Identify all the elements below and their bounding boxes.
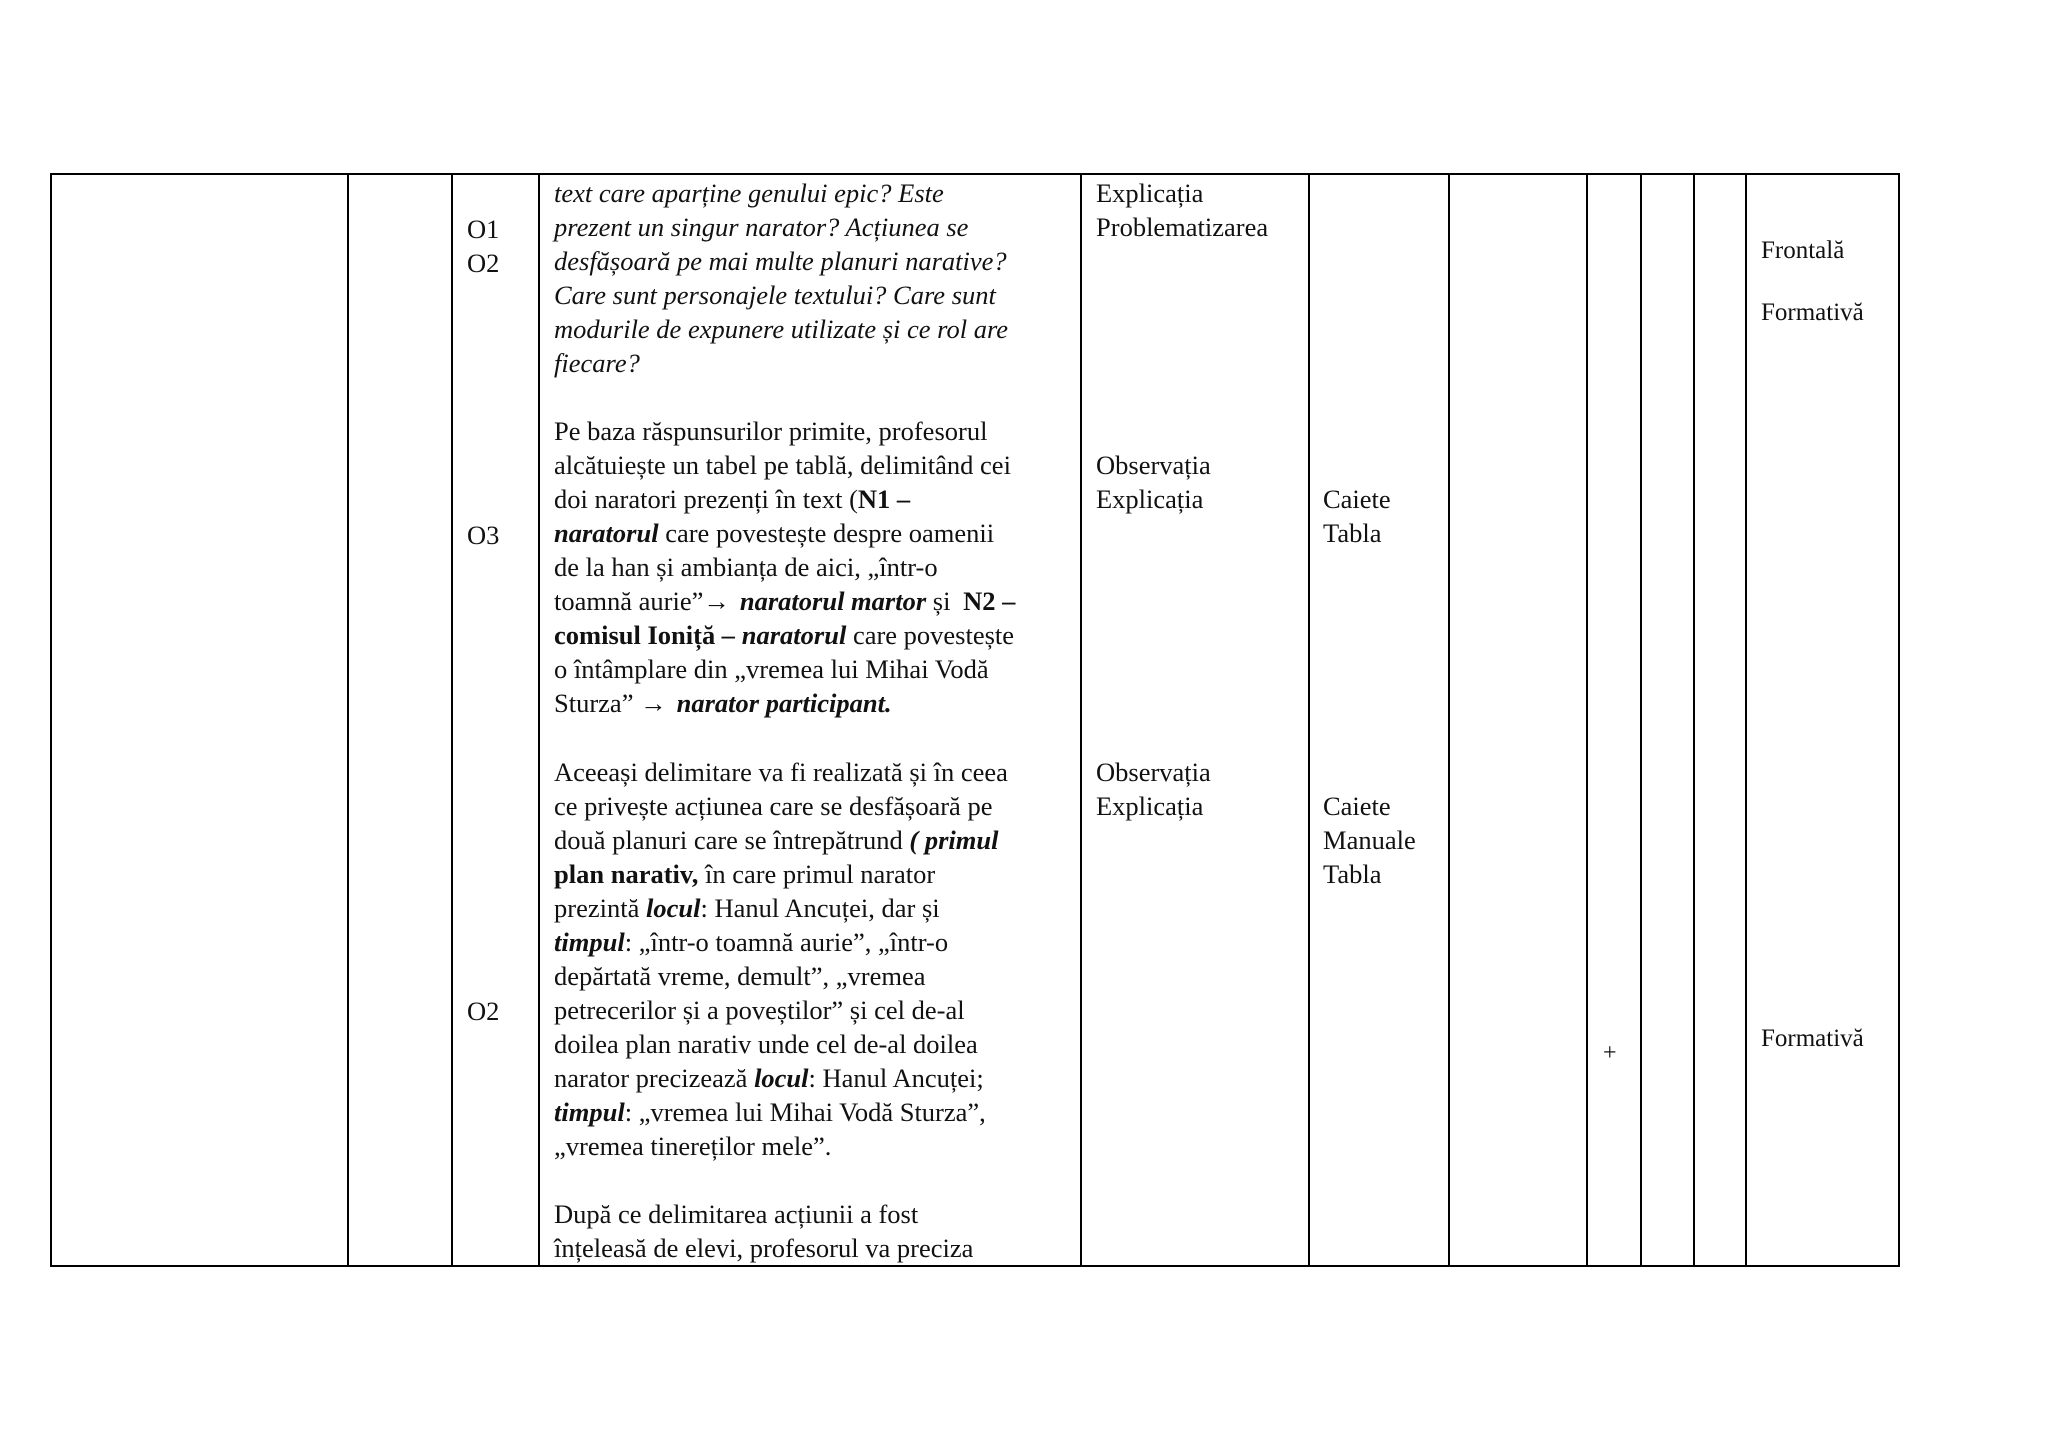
question-line: desfășoară pe mai multe planuri narative? (554, 246, 1007, 276)
evaluation-item: Formativă (1761, 1025, 1864, 1052)
content-line: timpul: „vremea lui Mihai Vodă Sturza”, (554, 1097, 986, 1127)
column-divider (1080, 173, 1082, 1267)
content-line: Sturza” → narator participant. (554, 688, 892, 718)
arrow-icon: → (703, 586, 730, 616)
method-item: Explicația (1096, 178, 1204, 208)
column-divider (1693, 173, 1695, 1267)
question-line: fiecare? (554, 348, 640, 378)
objective-code: O1 (467, 214, 500, 244)
content-line: Aceeași delimitare va fi realizată și în ceea (554, 757, 1008, 787)
resource-item: Tabla (1323, 859, 1382, 889)
content-line: „vremea tinereților mele”. (554, 1131, 832, 1161)
content-line: înțeleasă de elevi, profesorul va preciza (554, 1233, 974, 1263)
evaluation-item: Formativă (1761, 299, 1864, 326)
method-item: Observația (1096, 757, 1211, 787)
content-line: comisul Ioniță – naratorul care povestește (554, 620, 1015, 650)
content-line: Pe baza răspunsurilor primite, profesorul (554, 416, 988, 446)
content-line: petrecerilor și a poveștilor” și cel de-al (554, 995, 965, 1025)
content-line: de la han și ambianța de aici, „într-o (554, 552, 938, 582)
arrow-icon: → (640, 688, 667, 718)
content-line: narator precizează locul: Hanul Ancuței; (554, 1063, 984, 1093)
plus-mark: + (1603, 1040, 1617, 1066)
content-line: două planuri care se întrepătrund ( primul (554, 825, 999, 855)
method-item: Observația (1096, 450, 1211, 480)
content-line: plan narativ, în care primul narator (554, 859, 936, 889)
objective-code: O2 (467, 996, 500, 1026)
method-item: Problematizarea (1096, 212, 1269, 242)
content-line: ce privește acțiunea care se desfășoară pe (554, 791, 993, 821)
column-divider (538, 173, 540, 1267)
content-line: alcătuiește un tabel pe tablă, delimitând cei (554, 450, 1011, 480)
question-line: modurile de expunere utilizate și ce rol are (554, 314, 1009, 344)
resource-item: Caiete (1323, 791, 1391, 821)
objective-code: O2 (467, 248, 500, 278)
column-divider (1745, 173, 1747, 1267)
resource-item: Manuale (1323, 825, 1416, 855)
content-line: doilea plan narativ unde cel de-al doilea (554, 1029, 978, 1059)
resource-item: Caiete (1323, 484, 1391, 514)
resource-item: Tabla (1323, 518, 1382, 548)
method-item: Explicația (1096, 484, 1204, 514)
content-line: toamnă aurie”→ naratorul martor și N2 – (554, 586, 1016, 616)
question-line: Care sunt personajele textului? Care sunt (554, 280, 996, 310)
content-line: naratorul care povestește despre oamenii (554, 518, 995, 548)
column-divider (1308, 173, 1310, 1267)
content-line: După ce delimitarea acțiunii a fost (554, 1199, 919, 1229)
column-divider (1586, 173, 1588, 1267)
column-divider (347, 173, 349, 1267)
content-line: prezintă locul: Hanul Ancuței, dar și (554, 893, 940, 923)
method-item: Explicația (1096, 791, 1204, 821)
content-line: doi naratori prezenți în text (N1 – (554, 484, 911, 514)
content-line: depărtată vreme, demult”, „vremea (554, 961, 926, 991)
objective-code: O3 (467, 520, 500, 550)
question-line: prezent un singur narator? Acțiunea se (554, 212, 969, 242)
question-line: text care aparține genului epic? Este (554, 178, 944, 208)
column-divider (1640, 173, 1642, 1267)
content-line: o întâmplare din „vremea lui Mihai Vodă (554, 654, 989, 684)
content-line: timpul: „într-o toamnă aurie”, „într-o (554, 927, 949, 957)
column-divider (451, 173, 453, 1267)
evaluation-item: Frontală (1761, 237, 1845, 264)
column-divider (1448, 173, 1450, 1267)
